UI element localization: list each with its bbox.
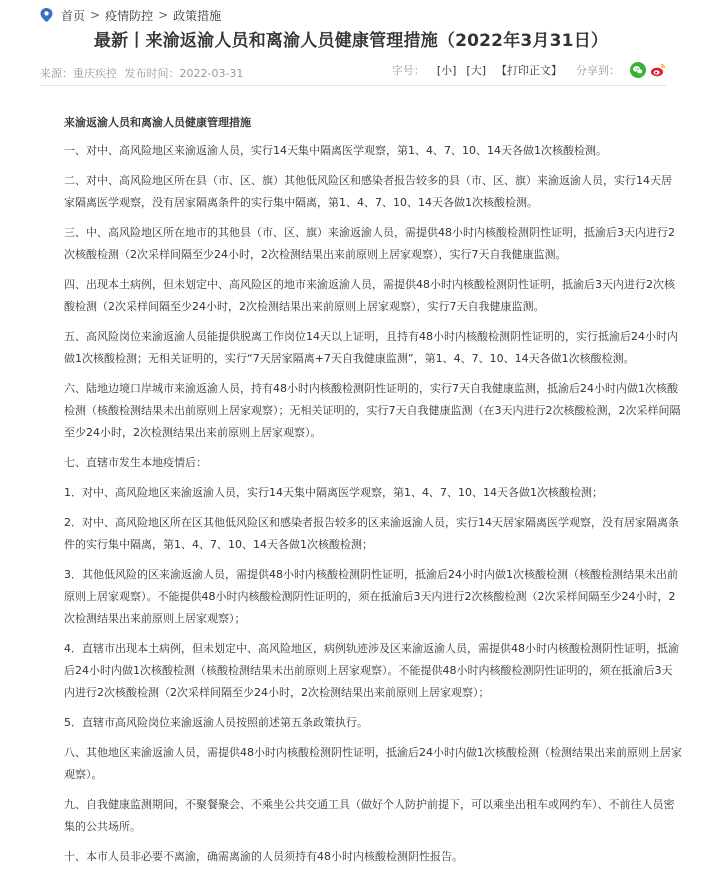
article-paragraph: 十、本市人员非必要不离渝，确需离渝的人员须持有48小时内核酸检测阴性报告。	[64, 850, 463, 863]
article-tools	[392, 62, 666, 78]
article-paragraph: 一、对中、高风险地区来渝返渝人员，实行14天集中隔离医学观察，第1、4、7、10、14天各做1次核酸检测。	[64, 144, 607, 157]
article-paragraph: 三、中、高风险地区所在地市的其他县（市、区、旗）来渝返渝人员，需提供48小时内核酸检测阴性证明，抵渝后3天内进行2次核酸检测（2次采样间隔至少24小时，2次检测结果出来前原则上居家观察），实行7天自我健康监测。	[64, 226, 675, 261]
article-paragraph: 七、直辖市发生本地疫情后：	[64, 456, 207, 469]
article-paragraph: 2．对中、高风险地区所在区其他低风险区和感染者报告较多的区来渝返渝人员，实行14天居家隔离医学观察，没有居家隔离条件的实行集中隔离，第1、4、7、10、14天各做1次核酸检测；	[64, 516, 679, 551]
article-paragraph: 五、高风险岗位来渝返渝人员能提供脱离工作岗位14天以上证明，且持有48小时内核酸检测阴性证明的，实行抵渝后24小时内做1次核酸检测；无相关证明的，实行“7天居家隔离+7天自我健康监测”，第1、4、7、10、14天各做1次核酸检测。	[64, 330, 678, 365]
font-large-button[interactable]: [大]	[466, 64, 486, 77]
article-paragraph: 3．其他低风险的区来渝返渝人员，需提供48小时内核酸检测阴性证明，抵渝后24小时内做1次核酸检测（核酸检测结果未出前原则上居家观察）。不能提供48小时内核酸检测阴性证明的，须在抵渝后3天内进行2次核酸检测（2次采样间隔至少24小时，2次检测结果出来前原则上居家观察）；	[64, 568, 678, 625]
article-paragraph: 四、出现本土病例，但未划定中、高风险区的地市来渝返渝人员，需提供48小时内核酸检测阴性证明，抵渝后3天内进行2次核酸检测（2次采样间隔至少24小时，2次检测结果出来前原则上居家观察），实行7天自我健康监测。	[64, 278, 675, 313]
article-publish-time: 发布时间：2022-03-31	[124, 67, 244, 80]
article-paragraph: 4．直辖市出现本土病例，但未划定中、高风险地区，病例轨迹涉及区来渝返渝人员，需提供48小时内核酸检测阴性证明，抵渝后24小时内做1次核酸检测（核酸检测结果未出前原则上居家观察）。不能提供48小时内核酸检测阴性证明的，须在抵渝后3天内进行2次核酸检测（2次采样间隔至少24小时，2次检测结果出来前原则上居家观察）；	[64, 642, 679, 699]
breadcrumb-epidemic-link[interactable]: 疫情防控	[105, 8, 154, 23]
article-body	[64, 112, 682, 876]
article-paragraph: 九、自我健康监测期间，不聚餐聚会、不乘坐公共交通工具（做好个人防护前提下，可以乘坐出租车或网约车）、不前往人员密集的公共场所。	[64, 798, 675, 833]
article-title: 最新丨来渝返渝人员和离渝人员健康管理措施（2022年3月31日）	[93, 31, 609, 51]
breadcrumb	[40, 6, 221, 24]
breadcrumb-policy-link[interactable]: 政策措施	[173, 8, 222, 23]
home-icon[interactable]	[40, 8, 53, 22]
wechat-icon[interactable]	[630, 62, 646, 78]
weibo-icon[interactable]	[650, 62, 666, 78]
print-button[interactable]: 【打印正文】	[496, 64, 562, 77]
article-meta-bar	[40, 58, 666, 86]
breadcrumb-home-link[interactable]: 首页	[61, 8, 86, 23]
breadcrumb-separator: >	[158, 8, 169, 22]
article-paragraph: 六、陆地边境口岸城市来渝返渝人员，持有48小时内核酸检测阴性证明的，实行7天自我健康监测，抵渝后24小时内做1次核酸检测（核酸检测结果未出前原则上居家观察）；无相关证明的，实行7天自我健康监测（在3天内进行2次核酸检测，2次采样间隔至少24小时，2次检测结果出来前原则上居家观察）。	[64, 382, 681, 439]
article-source: 来源：重庆疾控	[40, 67, 117, 80]
font-small-button[interactable]: [小]	[436, 64, 457, 77]
article-paragraph: 二、对中、高风险地区所在县（市、区、旗）其他低风险区和感染者报告较多的县（市、区、旗）来渝返渝人员，实行14天居家隔离医学观察，没有居家隔离条件的实行集中隔离，第1、4、7、10、14天各做1次核酸检测。	[64, 174, 672, 209]
font-size-label: 字号：	[391, 64, 425, 77]
article-paragraph: 八、其他地区来渝返渝人员，需提供48小时内核酸检测阴性证明，抵渝后24小时内做1次核酸检测（检测结果出来前原则上居家观察）。	[64, 746, 682, 781]
article-meta	[40, 65, 247, 81]
article-paragraph: 1．对中、高风险地区来渝返渝人员，实行14天集中隔离医学观察，第1、4、7、10、14天各做1次核酸检测；	[64, 486, 603, 499]
article-body-heading: 来渝返渝人员和离渝人员健康管理措施	[64, 116, 251, 129]
share-label: 分享到：	[576, 64, 620, 77]
breadcrumb-separator: >	[90, 8, 101, 22]
article-paragraph: 5．直辖市高风险岗位来渝返渝人员按照前述第五条政策执行。	[64, 716, 368, 729]
